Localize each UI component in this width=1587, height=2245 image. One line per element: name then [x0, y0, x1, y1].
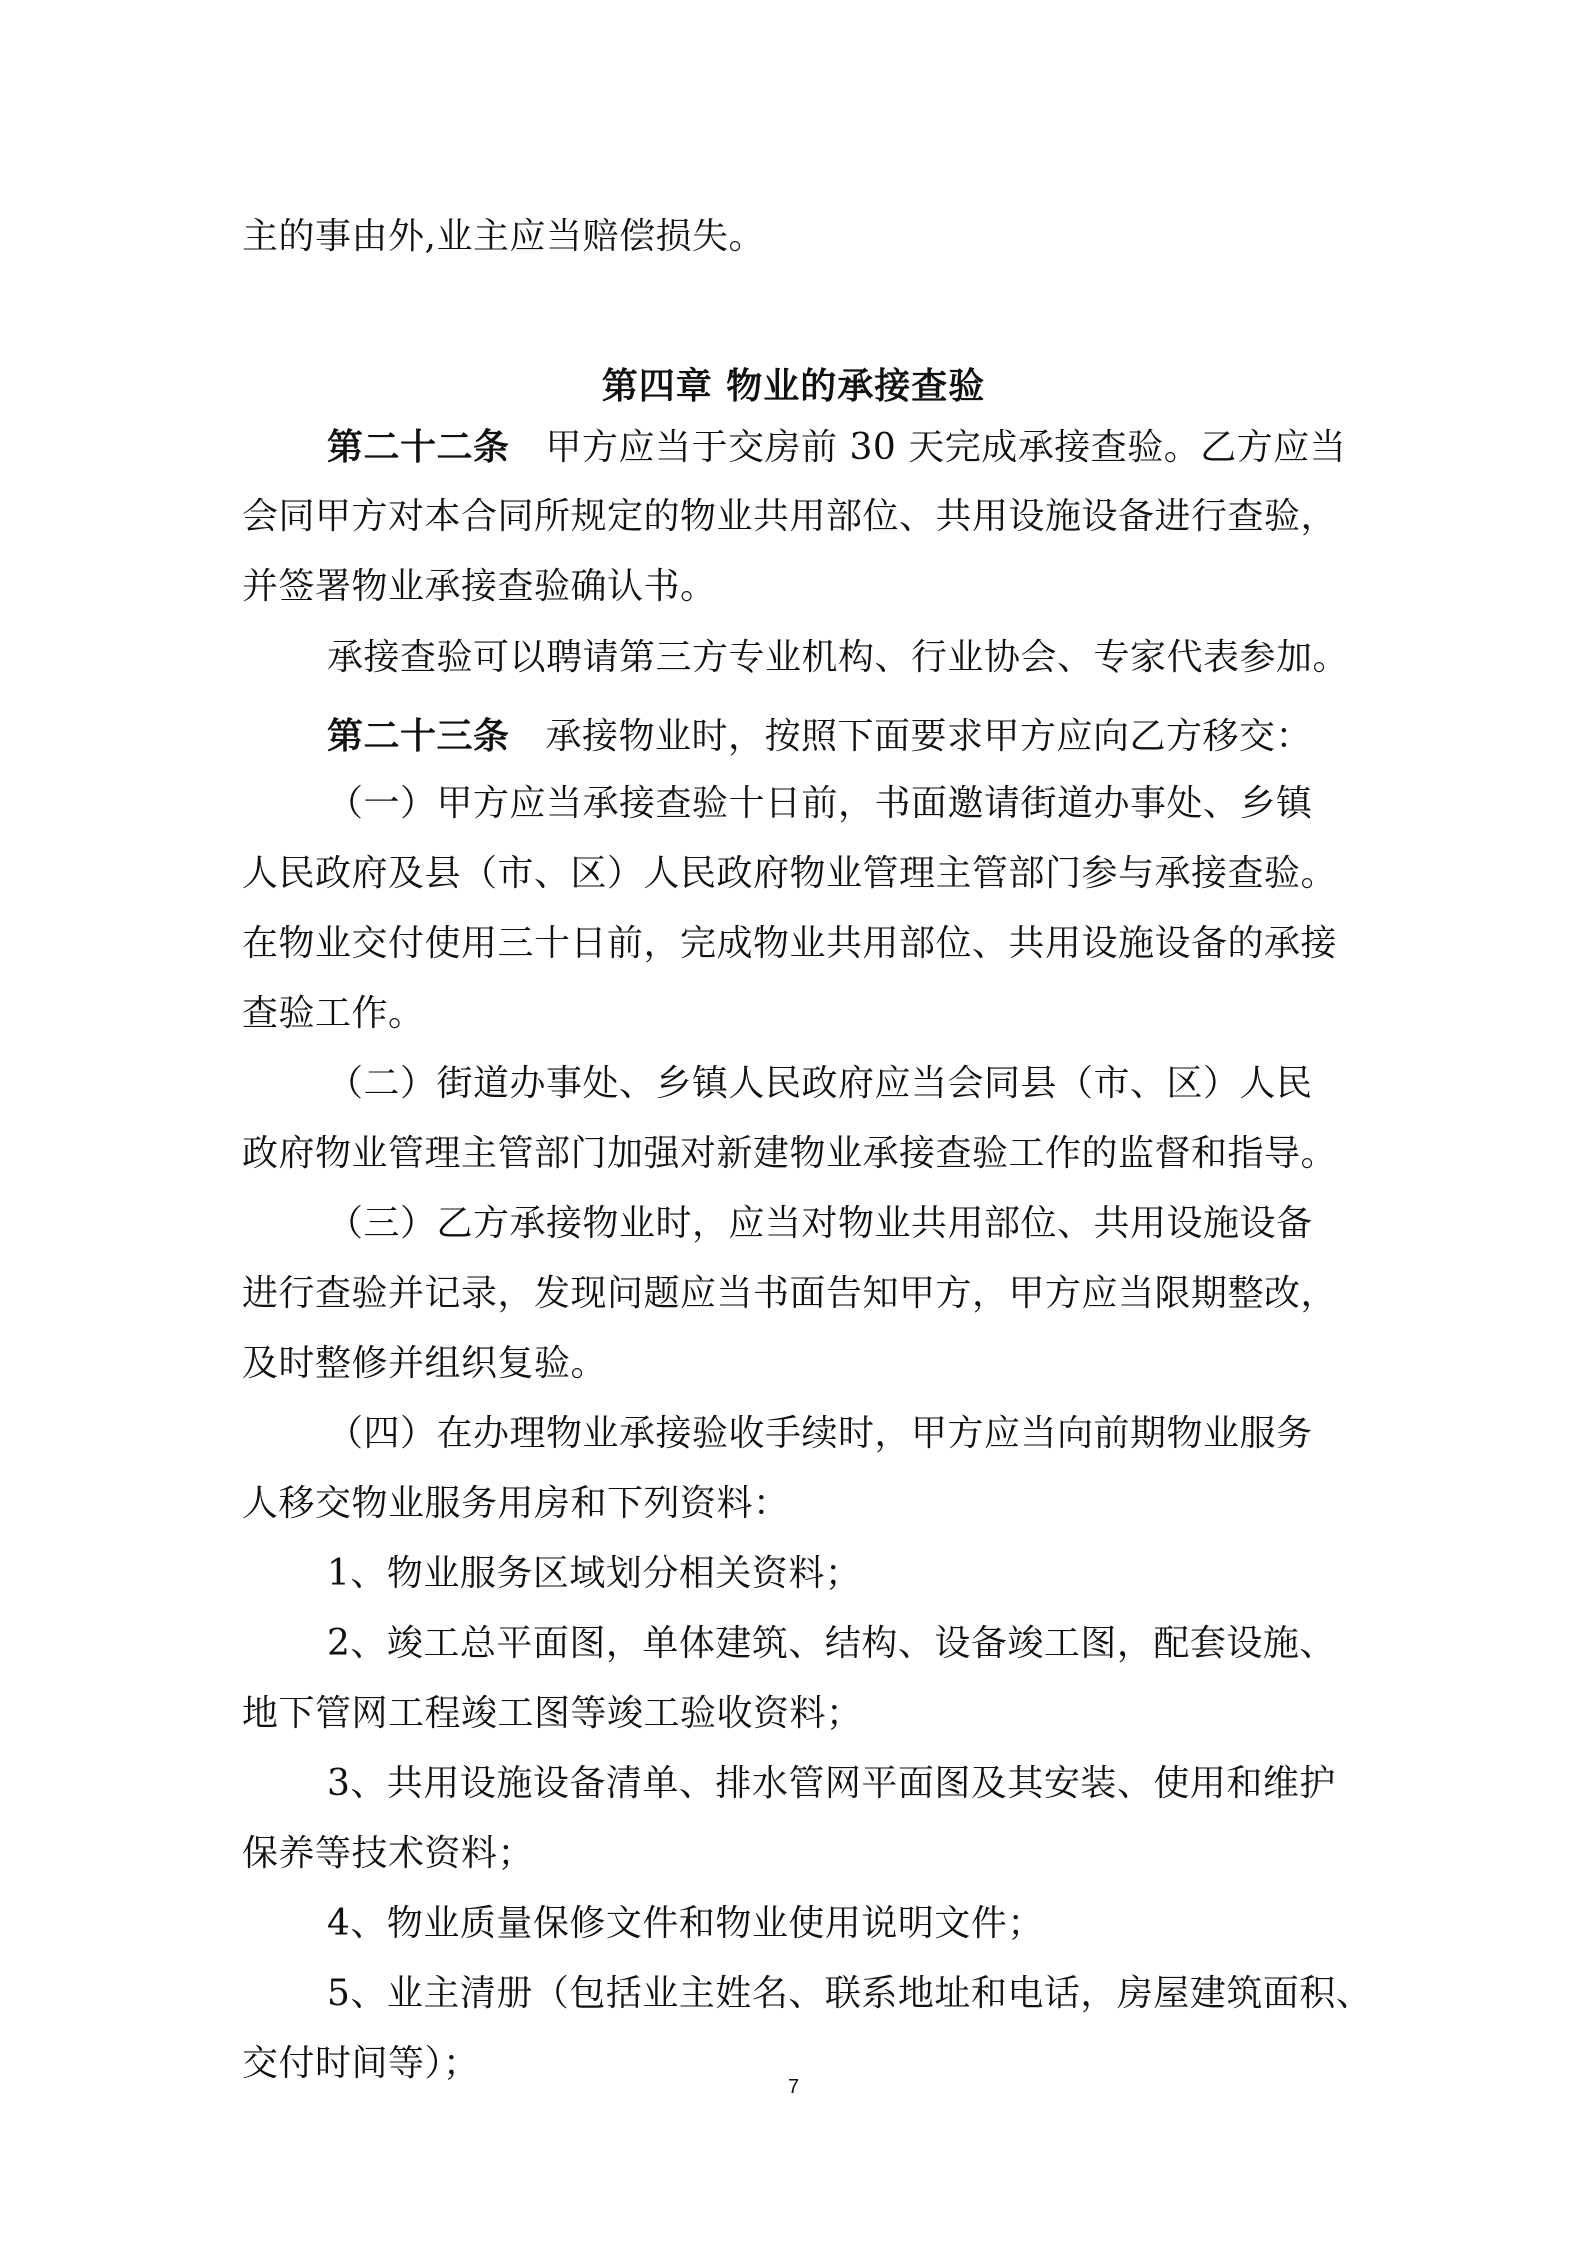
list-item-5-line-2: 交付时间等）； [242, 2043, 480, 2084]
list-item-2-line-1: 2、竣工总平面图，单体建筑、结构、设备竣工图，配套设施、 [327, 1623, 1336, 1664]
article-23-first-line [327, 712, 1312, 761]
list-item-4: 4、物业质量保修文件和物业使用说明文件； [327, 1903, 1044, 1944]
list-item-1: 1、物业服务区域划分相关资料； [327, 1553, 862, 1594]
item-3-line-3: 及时整修并组织复验。 [242, 1343, 608, 1384]
article-22-label: 第二十二条 [327, 426, 510, 468]
article-22-first-line [327, 423, 1346, 472]
chapter-title: 第四章 物业的承接查验 [601, 365, 986, 407]
item-1-line-2: 人民政府及县（市、区）人民政府物业管理主管部门参与承接查验。 [242, 853, 1338, 894]
item-4-line-2: 人移交物业服务用房和下列资料： [242, 1483, 790, 1524]
item-4-line-1: （四）在办理物业承接验收手续时，甲方应当向前期物业服务 [327, 1413, 1313, 1454]
page-number: 7 [787, 2076, 800, 2098]
article-22-line-2: 会同甲方对本合同所规定的物业共用部位、共用设施设备进行查验， [242, 496, 1338, 537]
article-23-label: 第二十三条 [327, 715, 510, 757]
list-item-5-line-1: 5、业主清册（包括业主姓名、联系地址和电话，房屋建筑面积、 [327, 1973, 1373, 2014]
item-1-line-4: 查验工作。 [242, 993, 425, 1034]
list-item-3-line-1: 3、共用设施设备清单、排水管网平面图及其安装、使用和维护 [327, 1763, 1336, 1804]
list-item-3-line-2: 保养等技术资料； [242, 1833, 535, 1874]
article-23-text: 承接物业时，按照下面要求甲方应向乙方移交： [545, 716, 1313, 757]
item-3-line-2: 进行查验并记录，发现问题应当书面告知甲方，甲方应当限期整改， [242, 1273, 1338, 1314]
item-3-line-1: （三）乙方承接物业时，应当对物业共用部位、共用设施设备 [327, 1203, 1313, 1244]
article-22-text: 甲方应当于交房前 30 天完成承接查验。乙方应当 [545, 427, 1347, 468]
item-1-line-3: 在物业交付使用三十日前，完成物业共用部位、共用设施设备的承接 [242, 923, 1338, 964]
continuation-text: 主的事由外,业主应当赔偿损失。 [242, 216, 765, 257]
list-item-2-line-2: 地下管网工程竣工图等竣工验收资料； [242, 1693, 863, 1734]
article-22-paragraph-2: 承接查验可以聘请第三方专业机构、行业协会、专家代表参加。 [327, 637, 1350, 678]
item-1-line-1: （一）甲方应当承接查验十日前，书面邀请街道办事处、乡镇 [327, 783, 1313, 824]
article-22-line-3: 并签署物业承接查验确认书。 [242, 566, 717, 607]
item-2-line-2: 政府物业管理主管部门加强对新建物业承接查验工作的监督和指导。 [242, 1133, 1338, 1174]
item-2-line-1: （二）街道办事处、乡镇人民政府应当会同县（市、区）人民 [327, 1063, 1313, 1104]
